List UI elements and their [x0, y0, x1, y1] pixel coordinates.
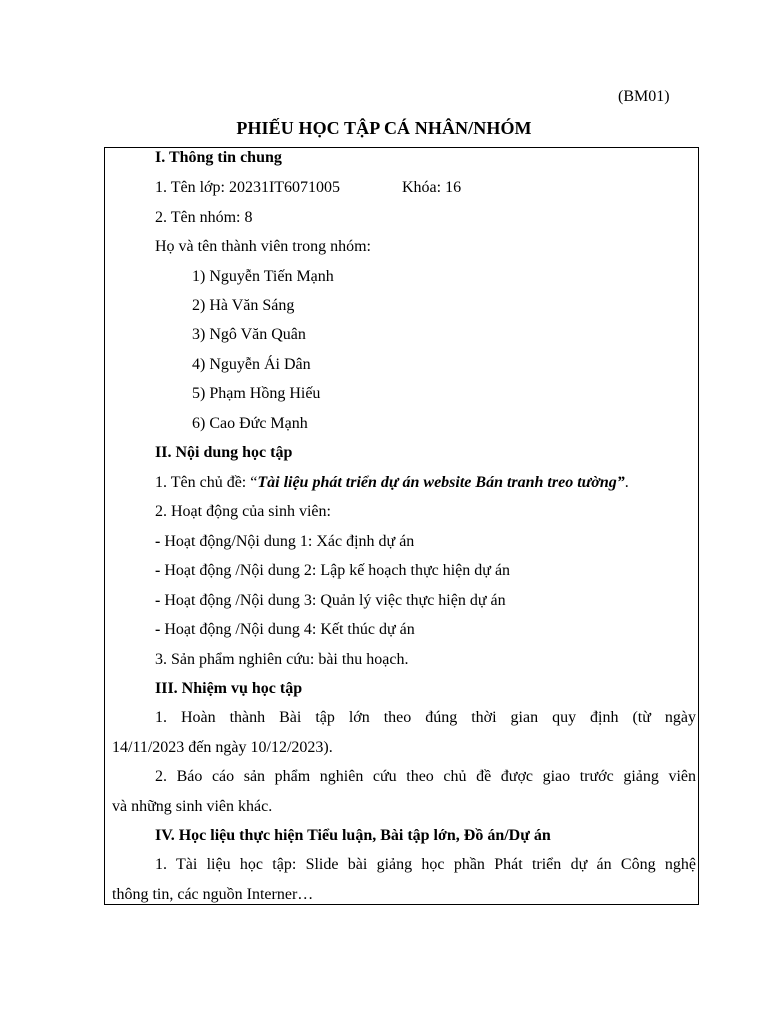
- member-item: 2) Hà Văn Sáng: [192, 297, 295, 314]
- activity-dash: -: [155, 621, 165, 638]
- member-item: 5) Phạm Hồng Hiếu: [192, 385, 321, 402]
- section2-heading: II. Nội dung học tập: [155, 444, 293, 461]
- activity-text: Hoạt động /Nội dung 2: Lập kế hoạch thực hiện dự án: [164, 562, 511, 579]
- course-number: Khóa: 16: [402, 179, 462, 196]
- activity-item: [155, 592, 506, 610]
- task1-line1: 1. Hoàn thành Bài tập lớn theo đúng thời gian quy định (từ ngày: [155, 709, 696, 726]
- activity-text: Hoạt động/Nội dung 1: Xác định dự án: [164, 533, 415, 550]
- activities-heading: 2. Hoạt động của sinh viên:: [155, 503, 331, 520]
- activity-text: Hoạt động /Nội dung 3: Quản lý việc thực hiện dự án: [164, 592, 506, 609]
- material-line1: 1. Tài liệu học tập: Slide bài giảng học phần Phát triển dự án Công nghệ: [155, 856, 696, 873]
- task2-line1: 2. Báo cáo sản phẩm nghiên cứu theo chủ đề được giao trước giảng viên: [155, 768, 696, 785]
- activity-dash: -: [155, 592, 165, 609]
- topic-suffix: .: [624, 474, 629, 491]
- activity-dash: -: [155, 533, 165, 550]
- section4-heading: IV. Học liệu thực hiện Tiểu luận, Bài tập lớn, Đồ án/Dự án: [155, 827, 551, 844]
- form-table: [104, 147, 699, 905]
- activity-text: Hoạt động /Nội dung 4: Kết thúc dự án: [164, 621, 415, 638]
- topic-line: [155, 474, 629, 492]
- group-name: 2. Tên nhóm: 8: [155, 209, 253, 226]
- activity-item: [155, 533, 414, 551]
- topic-prefix: 1. Tên chủ đề: “: [155, 474, 258, 491]
- activity-item: [155, 562, 510, 580]
- class-name: 1. Tên lớp: 20231IT6071005: [155, 179, 341, 196]
- section1-heading: I. Thông tin chung: [155, 149, 282, 166]
- task2-line2: và những sinh viên khác.: [112, 798, 273, 815]
- topic-title: Tài liệu phát triển dự án website Bán tranh treo tường”: [257, 474, 625, 491]
- member-item: 3) Ngô Văn Quân: [192, 326, 306, 343]
- members-heading: Họ và tên thành viên trong nhóm:: [155, 238, 371, 255]
- task1-line2: 14/11/2023 đến ngày 10/12/2023).: [112, 739, 333, 756]
- section3-heading: III. Nhiệm vụ học tập: [155, 680, 303, 697]
- activity-dash: -: [155, 562, 165, 579]
- activity-item: [155, 621, 415, 639]
- page-title: PHIẾU HỌC TẬP CÁ NHÂN/NHÓM: [236, 118, 532, 138]
- member-item: 4) Nguyễn Ái Dân: [192, 356, 311, 373]
- form-code: (BM01): [618, 88, 670, 105]
- material-line2: thông tin, các nguồn Interner…: [112, 886, 314, 903]
- product-line: 3. Sản phẩm nghiên cứu: bài thu hoạch.: [155, 651, 409, 668]
- member-item: 6) Cao Đức Mạnh: [192, 415, 308, 432]
- member-item: 1) Nguyễn Tiến Mạnh: [192, 268, 334, 285]
